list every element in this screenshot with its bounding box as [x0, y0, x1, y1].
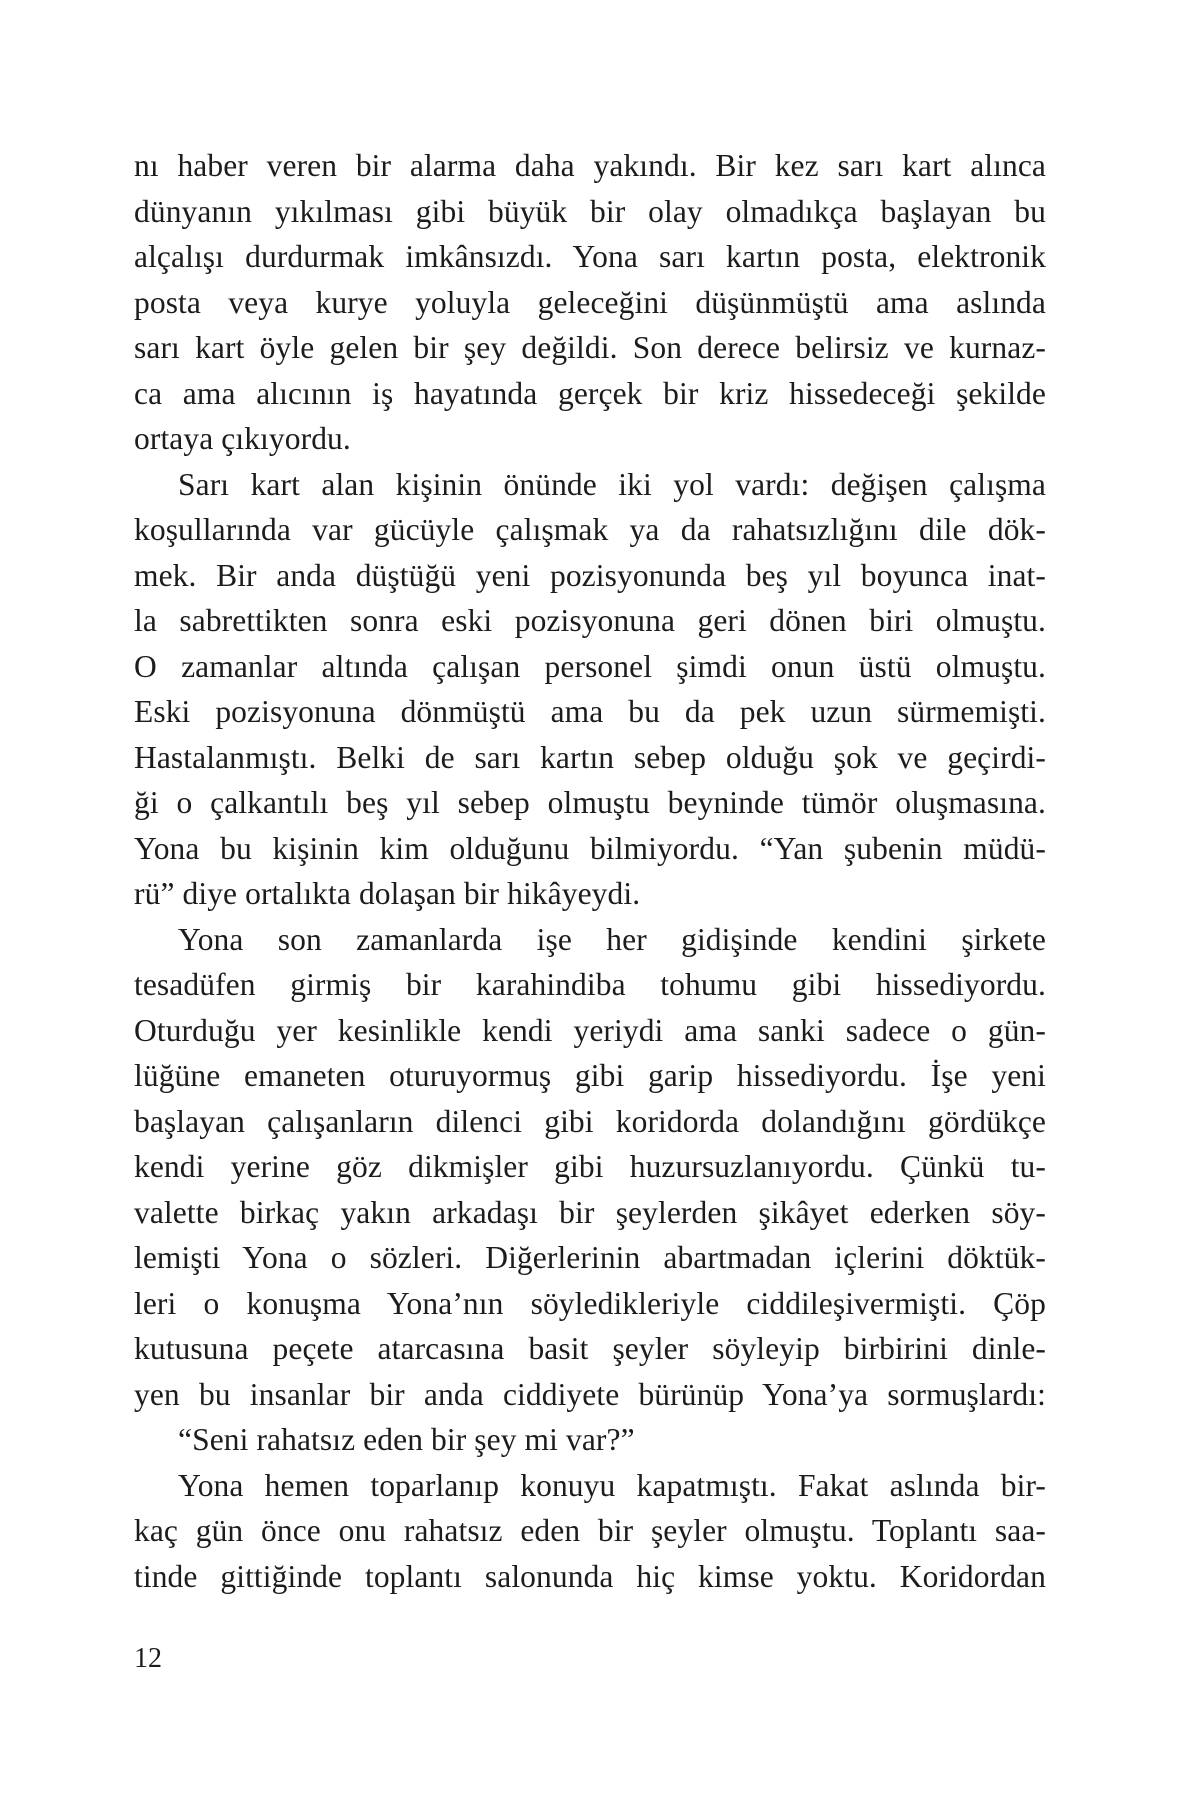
text-line: tinde gittiğinde toplantı salonunda hiç kimse yoktu. Koridordan — [134, 1558, 1046, 1594]
text-line: Oturduğu yer kesinlikle kendi yeriydi ama sanki sadece o gün- — [134, 1012, 1046, 1048]
text-line: koşullarında var gücüyle çalışmak ya da rahatsızlığını dile dök- — [134, 512, 1046, 547]
text-line: Yona bu kişinin kim olduğunu bilmiyordu. “Yan şubenin müdü- — [134, 830, 1046, 866]
text-line: “Seni rahatsız eden bir şey mi var?” — [178, 1422, 635, 1457]
text-line: ortaya çıkıyordu. — [134, 421, 351, 456]
text-line: valette birkaç yakın arkadaşı bir şeylerden şikâyet ederken söy- — [134, 1194, 1046, 1230]
text-line: yen bu insanlar bir anda ciddiyete bürünüp Yona’ya sormuşlardı: — [134, 1376, 1046, 1412]
text-line: leri o konuşma Yona’nın söyledikleriyle ciddileşivermişti. Çöp — [134, 1285, 1046, 1321]
text-line: lüğüne emaneten oturuyormuş gibi garip hissediyordu. İşe yeni — [134, 1058, 1046, 1093]
text-line: kutusuna peçete atarcasına basit şeyler söyleyip birbirini dinle- — [134, 1331, 1046, 1366]
text-line: dünyanın yıkılması gibi büyük bir olay olmadıkça başlayan bu — [134, 193, 1046, 229]
text-line: ca ama alıcının iş hayatında gerçek bir kriz hissedeceği şekilde — [134, 375, 1046, 411]
text-line: Yona hemen toparlanıp konuyu kapatmıştı. Fakat aslında bir- — [178, 1467, 1046, 1503]
text-line: rü” diye ortalıkta dolaşan bir hikâyeydi. — [134, 876, 641, 911]
text-line: Eski pozisyonuna dönmüştü ama bu da pek uzun sürmemişti. — [134, 694, 1046, 729]
text-line: O zamanlar altında çalışan personel şimdi onun üstü olmuştu. — [134, 648, 1046, 684]
text-line: başlayan çalışanların dilenci gibi koridorda dolandığını gördükçe — [134, 1103, 1046, 1139]
text-line: kendi yerine göz dikmişler gibi huzursuzlanıyordu. Çünkü tu- — [134, 1149, 1046, 1184]
text-line: la sabrettikten sonra eski pozisyonuna geri dönen biri olmuştu. — [134, 603, 1046, 638]
text-line: Hastalanmıştı. Belki de sarı kartın sebep olduğu şok ve geçirdi- — [134, 739, 1046, 775]
text-line: sarı kart öyle gelen bir şey değildi. Son derece belirsiz ve kurnaz- — [134, 330, 1046, 365]
text-line: nı haber veren bir alarma daha yakındı. Bir kez sarı kart alınca — [134, 148, 1046, 183]
body-text — [134, 143, 1046, 1599]
page-number: 12 — [134, 1643, 162, 1674]
text-line: Sarı kart alan kişinin önünde iki yol vardı: değişen çalışma — [178, 466, 1046, 502]
text-line: kaç gün önce onu rahatsız eden bir şeyler olmuştu. Toplantı saa- — [134, 1513, 1046, 1548]
text-line: tesadüfen girmiş bir karahindiba tohumu gibi hissediyordu. — [134, 967, 1046, 1002]
text-line: ği o çalkantılı beş yıl sebep olmuştu beyninde tümör oluşmasına. — [134, 785, 1046, 820]
text-line: Yona son zamanlarda işe her gidişinde kendini şirkete — [178, 921, 1046, 957]
text-line: mek. Bir anda düştüğü yeni pozisyonunda beş yıl boyunca inat- — [134, 557, 1046, 593]
text-line: alçalışı durdurmak imkânsızdı. Yona sarı kartın posta, elektronik — [134, 239, 1046, 274]
text-line: lemişti Yona o sözleri. Diğerlerinin abartmadan içlerini döktük- — [134, 1240, 1046, 1275]
text-line: posta veya kurye yoluyla geleceğini düşünmüştü ama aslında — [134, 284, 1046, 320]
